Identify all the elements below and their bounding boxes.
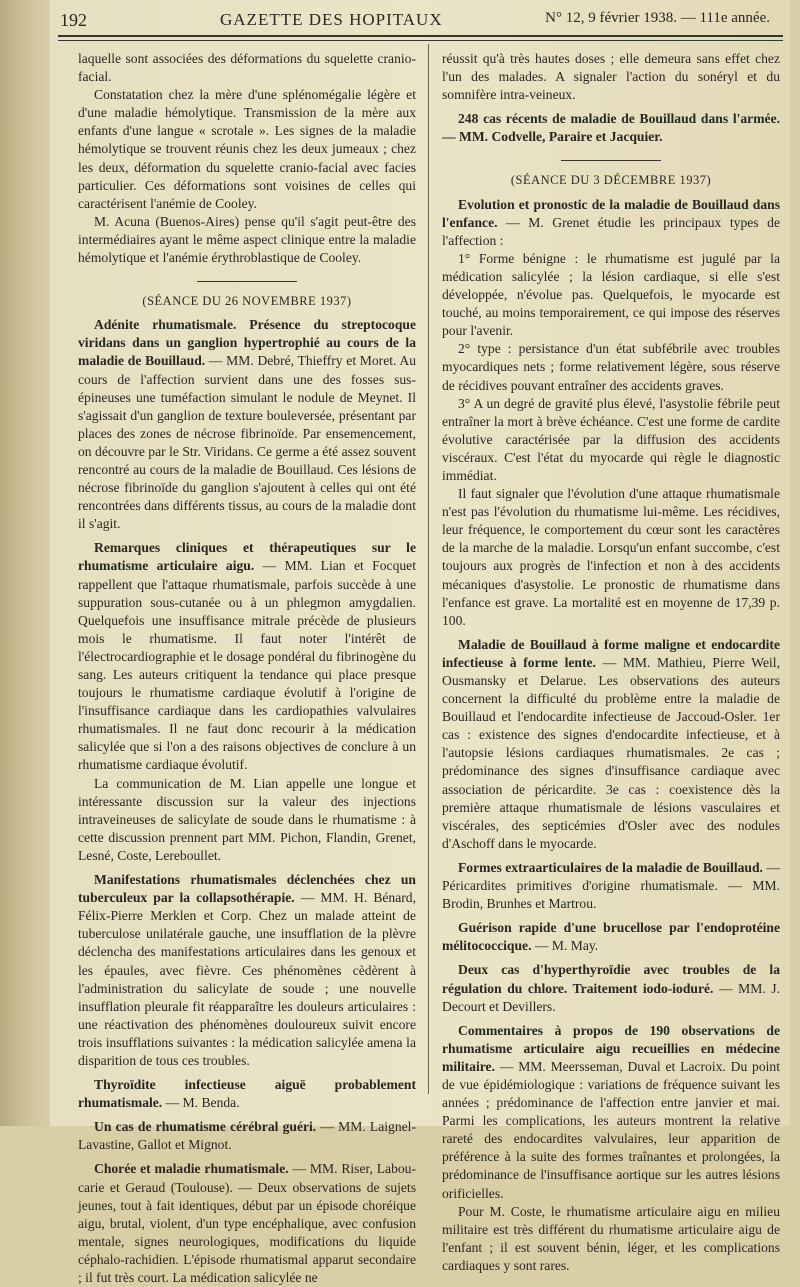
header-rule-thin [58, 40, 783, 41]
article-title: Evolution et pronostic de la maladie de Bouillaud dans l'enfance. [442, 196, 780, 230]
paragraph: 2° type : persistance d'un état subfébrile avec troubles myocardiques nets ; forme relativement légère, sous réserve de récidives pouvant entraîner des accidents graves. [442, 341, 780, 393]
article-title: Formes extraarticulaires de la maladie de Bouillaud. [458, 859, 763, 875]
article-authors: — MM. Debré, Thieffry et Moret. [205, 353, 397, 369]
session-heading: (SÉANCE DU 26 NOVEMBRE 1937) [142, 294, 352, 309]
page-number: 192 [60, 10, 87, 30]
section-separator [561, 160, 661, 161]
article-authors: — MM. Lian et Focquet [254, 558, 416, 574]
article-entry [78, 1160, 416, 1287]
article-body: rappellent que l'attaque rhumatismale, parfois succède à une suppuration sous-cutanée ou à un phlegmon amygdalien. Quelquefois une insuffisance mitrale précède de plusieurs mois le rhumatisme. Il faut noter l'intérêt de l'électrocardiographie et le dosage pondéral du fibrinogène du sang. Les auteurs critiquent la tendance qui place presque toujours le rhumatisme cardiaque évolutif à l'origine de l'insuffisance cardiaque dans les cardiopathies valvulaires rhumatismales. Il ne faut donc recourir à la médication salicylée que si l'on a des raisons objectives de conclure à un rhumatisme cardiaque évolutif. [78, 576, 416, 773]
journal-title: GAZETTE DES HOPITAUX [220, 10, 443, 29]
article-entry [442, 919, 780, 955]
article-body: Au cours de l'affection survient dans une des fosses sus-épineuses une tuméfaction simulant le nodule de Meynet. Il s'agissait d'un ganglion de texture bouleversée, présentant par places des zones de nécrose fibrinoïde. Par ensemencement, on découvre par le Str. Viridans. Ce germe a été assez souvent rencontré au cours de la maladie de Bouillaud. Ces lésions de nécrose fibrinoïde du ganglion s'ajoutent à celles qui ont été rencontrées dans différents tissus, au cours de la maladie dont il s'agit. [78, 353, 416, 532]
article-title: Remarques cliniques et thérapeutiques sur le rhumatisme articulaire aigu. [78, 540, 416, 574]
section-separator [197, 281, 297, 282]
article-authors: — MM. Meersseman, Duval et Lacroix. [494, 1058, 726, 1074]
article-entry [442, 961, 780, 1015]
article-body: Les observations des auteurs concernent la difficulté du problème entre la maladie de Bouillaud et l'endocardite infectieuse de Jaccoud-Osler. 1er cas : existence des signes d'endocardite infectieuse, et à l'autopsie lésions cardiaques rhumatismales. 2e cas ; prédominance des signes d'insuffisance cardiaque avec association de péricardite. 3e cas : coexistence dès la première attaque rhumatismale de lésions vasculaires et viscérales, des septicémies d'Osler avec des nodules d'Aschoff dans le myocarde. [442, 673, 780, 851]
article-authors: — MM. J. Decourt et Devillers. [442, 980, 780, 1014]
article-title: Maladie de Bouillaud à forme maligne et endocardite infectieuse à forme lente. [442, 636, 780, 670]
paragraph: 1° Forme bénigne : le rhumatisme est jugulé par la médication salicylée ; la lésion cardiaque, si elle s'est développée, n'évolue pas. Quelquefois, le myocarde est touché, au moins temporairement, ce qui impose des réserves pour l'avenir. [442, 250, 780, 339]
article-title: Deux cas d'hyperthyroïdie avec troubles de la régulation du chlore. Traitement iodo-ioduré. [442, 962, 780, 996]
issue-info: N° 12, 9 février 1938. — 111e année. [545, 10, 770, 26]
paragraph: Constatation chez la mère d'une splénomégalie légère et d'une maladie hémolytique. Transmission de la mère aux enfants d'une langue « scrotale ». Les signes de la maladie hémolytique se trouvent réunis chez les deux jumeaux ; chez les deux, déformation du squelette cranio-facial avec facies particulier. Ces déformations sont voisines de celles qui caractérisent l'anémie de Cooley. [78, 87, 416, 211]
article-title: Guérison rapide d'une brucellose par l'endoprotéine mélitococcique. [442, 920, 780, 954]
article-authors: — M. Benda. [162, 1095, 240, 1111]
article-title: Chorée et maladie rhumatismale. [94, 1161, 289, 1177]
article-entry [78, 871, 416, 1070]
article-authors: — M. May. [531, 938, 599, 954]
article-title: Manifestations rhumatismales déclenchées chez un tuberculeux par la collapsothérapie. [78, 872, 416, 906]
article-entry [78, 316, 416, 533]
left-column [78, 50, 416, 1287]
article-title: Adénite rhumatismale. Présence du streptocoque viridans dans un ganglion hypertrophié au cours de la maladie de Bouillaud. [78, 317, 416, 369]
column-divider [428, 44, 429, 1094]
header-rule-thick [58, 35, 783, 37]
article-title: Thyroïdite infectieuse aiguë probablement rhumatismale. [78, 1077, 416, 1111]
article-body: — Péricardites primitives d'origine rhumatismale. — MM. Brodin, Brunhes et Martrou. [442, 859, 780, 912]
paragraph: Il faut signaler que l'évolution d'une attaque rhumatismale n'est pas l'évolution du rhumatisme lui-même. Les récidives, leur fréquence, le comportement du cœur sont les caractères de la marche de la maladie. Lorsqu'un enfant succombe, c'est toujours aux progrès de l'infection et non à des accidents mécaniques d'asystolie. Le pronostic de rhumatisme dans l'enfance est grave. La mortalité est en moyenne de 17,39 p. 100. [442, 486, 780, 628]
article-authors: — MM. H. Bénard, Félix-Pierre Merklen et Corp. [78, 890, 416, 924]
paragraph: laquelle sont associées des déformations du squelette cranio-facial. [78, 51, 416, 85]
article-body: Chez un malade atteint de tuberculose unilatérale gauche, une insufflation de la plèvre déclencha des manifestations articulaires dans les genoux et les épaules, avec fièvre. Ces phénomènes cèdèrent à l'administration du salicylate de soude ; une nouvelle insufflation pleurale fit réapparaître les douleurs articulaires : une réactivation des phénomènes douloureux suivit encore trois insufflations suivantes : la médication salicylée amena la disparition de tous ces troubles. [78, 908, 416, 1068]
running-header [60, 4, 780, 34]
paragraph: réussit qu'à très hautes doses ; elle demeura sans effet chez l'un des malades. A signaler l'action du sonéryl et du somnifère intra-veineux. [442, 51, 780, 103]
article-entry [78, 1076, 416, 1112]
article-authors: — MM. Mathieu, Pierre Weil, Ousmansky et Delarue. [442, 654, 780, 688]
article-entry [442, 636, 780, 853]
article-authors: — M. Grenet étudie les principaux types de l'affection : [442, 214, 780, 248]
article-body: Du point de vue épidémiologique : variations de fréquence suivant les années ; prédominance de l'affection entre janvier et mai. Parmi les complications, les auteurs montrent la relative rareté des endocardites valvulaires, leur apparition de préférence à la suite des formes traînantes et prolongées, la prédominance de l'insuffisance aortique sur les autres lésions orificielles. [442, 1058, 780, 1201]
article-authors: — MM. Laignel-Lavastine, Gallot et Mignot. [78, 1119, 416, 1153]
article-title: Commentaires à propos de 190 observations de rhumatisme articulaire aigu recueillies en médecine militaire. [442, 1022, 780, 1074]
article-entry [442, 110, 780, 146]
article-entry [442, 196, 780, 250]
article-entry [442, 1022, 780, 1203]
paragraph: Pour M. Coste, le rhumatisme articulaire aigu en milieu militaire est très différent du rhumatisme articulaire aigu de l'enfant ; il est souvent bénin, léger, et les complications cardiaques y sont rares. [442, 1203, 780, 1273]
paragraph: M. Acuna (Buenos-Aires) pense qu'il s'agit peut-être des intermédiaires ayant le même aspect clinique entre la maladie hémolytique et l'anémie érythroblastique de Cooley. [78, 213, 416, 266]
session-heading: (SÉANCE DU 3 DÉCEMBRE 1937) [510, 173, 712, 188]
paragraph: 3° A un degré de gravité plus élevé, l'asystolie fébrile peut entraîner la mort à brève échéance. C'est une forme de cardite évolutive caractérisée par la diffusion des accidents viscéraux. C'est l'état du myocarde qui règle le diagnostic immédiat. [442, 395, 780, 483]
article-entry [442, 859, 780, 913]
article-entry [78, 1118, 416, 1154]
article-title: 248 cas récents de maladie de Bouillaud dans l'armée. — MM. Codvelle, Paraire et Jacquier. [442, 111, 780, 145]
right-column [442, 50, 780, 1275]
article-authors: — MM. Riser, Labou-carie et Geraud (Toulouse). [78, 1161, 416, 1195]
page-gutter [0, 0, 50, 1126]
article-title: Un cas de rhumatisme cérébral guéri. [94, 1119, 317, 1135]
paragraph: La communication de M. Lian appelle une longue et intéressante discussion sur la valeur des injections intraveineuses de salicylate de soude dans le rhumatisme : à cette discussion prennent part MM. Pichon, Flandin, Grenet, Lesné, Coste, Lereboullet. [78, 775, 416, 863]
article-entry [78, 539, 416, 774]
article-body: — Deux observations de sujets jeunes, tout à fait identiques, début par un épisode choréique aigu, brutal, violent, d'un type encéphalique, avec confusion mentale, signes neurologiques, modifications du liquide céphalo-rachidien. L'épisode rhumatismal apparut secondaire ; il fut très court. La médication salicylée ne [78, 1179, 416, 1285]
